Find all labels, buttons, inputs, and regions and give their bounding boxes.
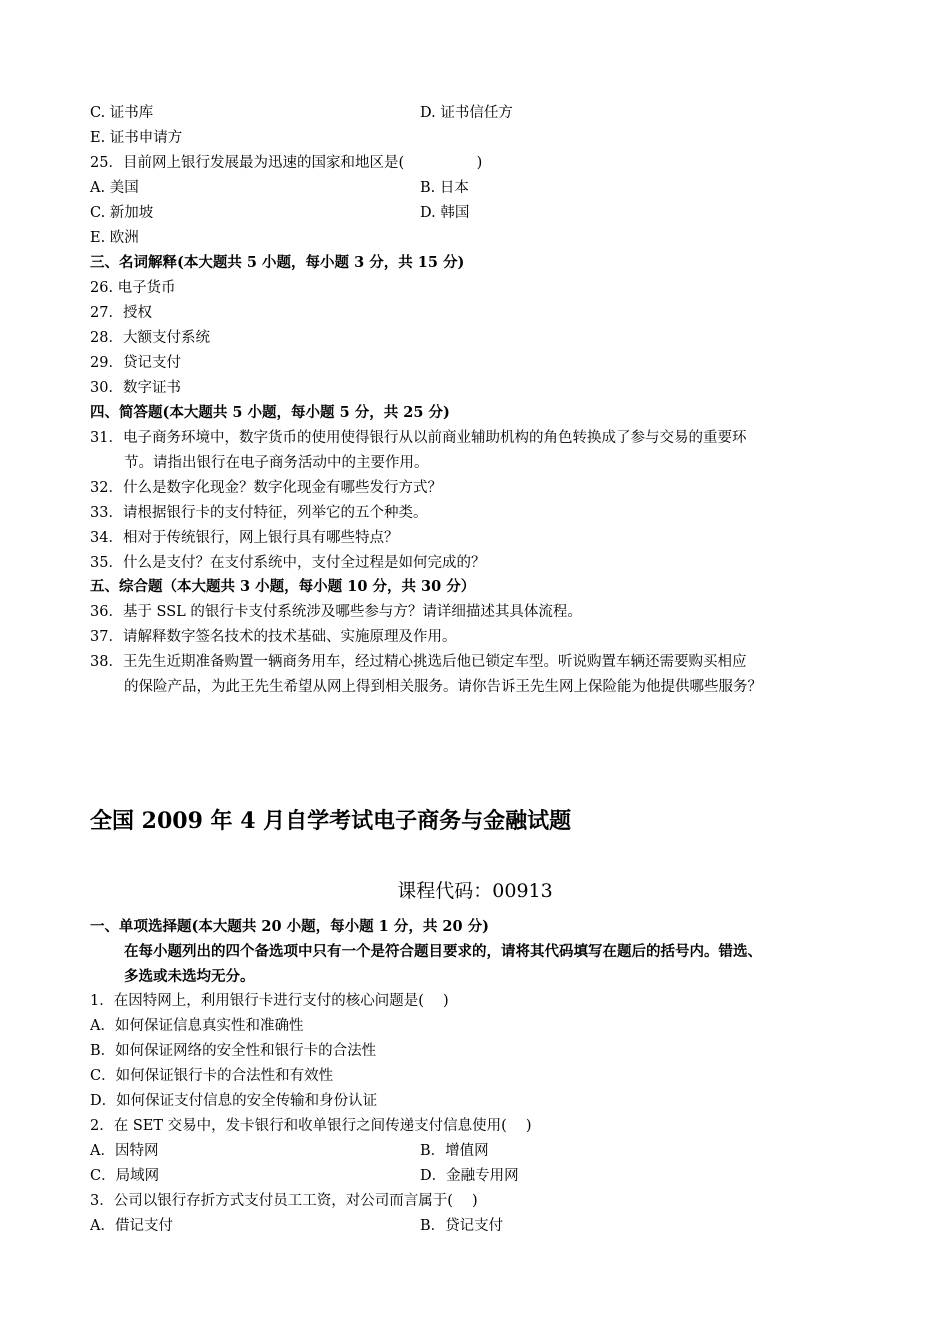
course-code: 课程代码：00913 [397, 880, 553, 902]
section-5-heading: 五、综合题（本大题共 3 小题，每小题 10 分，共 30 分） [90, 578, 476, 595]
q25-option-e: E. 欧洲 [90, 230, 139, 246]
q38-line-2: 的保险产品，为此王先生希望从网上得到相关服务。请你告诉王先生网上保险能为他提供哪些服务？ [124, 679, 762, 695]
q2-option-d: D．金融专用网 [420, 1168, 519, 1184]
q25-option-a: A. 美国 [90, 180, 139, 196]
q31-line-1: 31．电子商务环境中，数字货币的使用使得银行从以前商业辅助机构的角色转换成了参与交易的重要环 [90, 430, 747, 446]
q1-option-b: B．如何保证网络的安全性和银行卡的合法性 [90, 1043, 377, 1059]
q2-option-a: A．因特网 [90, 1143, 159, 1159]
term-26: 26. 电子货币 [90, 280, 176, 296]
q34: 34．相对于传统银行，网上银行具有哪些特点？ [90, 530, 399, 546]
q38-line-1: 38．王先生近期准备购置一辆商务用车，经过精心挑选后他已锁定车型。听说购置车辆还需要购买相应 [90, 654, 747, 670]
q25-option-d: D. 韩国 [420, 205, 470, 221]
section-1-instructions-line-1: 在每小题列出的四个备选项中只有一个是符合题目要求的，请将其代码填写在题后的括号内。错选、 [124, 943, 762, 960]
q31-line-2: 节。请指出银行在电子商务活动中的主要作用。 [124, 455, 429, 471]
term-27: 27．授权 [90, 305, 152, 321]
q35: 35．什么是支付？在支付系统中，支付全过程是如何完成的？ [90, 555, 486, 571]
q2-option-b: B．增值网 [420, 1143, 489, 1159]
q3-option-b: B．贷记支付 [420, 1218, 504, 1234]
term-29: 29．贷记支付 [90, 355, 181, 371]
q24-option-c: C. 证书库 [90, 105, 154, 121]
q2-option-c: C．局域网 [90, 1168, 160, 1184]
q2-stem: 2．在 SET 交易中，发卡银行和收单银行之间传递支付信息使用( ) [90, 1118, 532, 1134]
section-4-heading: 四、简答题(本大题共 5 小题，每小题 5 分，共 25 分) [90, 404, 450, 421]
q1-option-c: C．如何保证银行卡的合法性和有效性 [90, 1068, 334, 1084]
q36: 36．基于 SSL 的银行卡支付系统涉及哪些参与方？请详细描述其具体流程。 [90, 604, 582, 620]
section-3-heading: 三、名词解释(本大题共 5 小题，每小题 3 分，共 15 分) [90, 254, 465, 271]
q3-option-a: A．借记支付 [90, 1218, 173, 1234]
q24-option-e: E. 证书申请方 [90, 130, 183, 146]
q25-option-c: C. 新加坡 [90, 205, 154, 221]
q25-stem: 25．目前网上银行发展最为迅速的国家和地区是( ) [90, 155, 483, 171]
section-1-instructions-line-2: 多选或未选均无分。 [124, 968, 255, 985]
section-1-heading: 一、单项选择题(本大题共 20 小题，每小题 1 分，共 20 分) [90, 918, 489, 935]
q1-option-a: A．如何保证信息真实性和准确性 [90, 1018, 304, 1034]
term-30: 30．数字证书 [90, 380, 181, 396]
q33: 33．请根据银行卡的支付特征，列举它的五个种类。 [90, 505, 428, 521]
q3-stem: 3．公司以银行存折方式支付员工工资，对公司而言属于( ) [90, 1193, 478, 1209]
q1-option-d: D．如何保证支付信息的安全传输和身份认证 [90, 1093, 378, 1109]
term-28: 28．大额支付系统 [90, 330, 210, 346]
exam-title: 全国 2009 年 4 月自学考试电子商务与金融试题 [90, 808, 572, 834]
q1-stem: 1．在因特网上，利用银行卡进行支付的核心问题是( ) [90, 993, 449, 1009]
q32: 32．什么是数字化现金？数字化现金有哪些发行方式？ [90, 480, 442, 496]
q25-option-b: B. 日本 [420, 180, 469, 196]
q24-option-d: D. 证书信任方 [420, 105, 513, 121]
q37: 37．请解释数字签名技术的技术基础、实施原理及作用。 [90, 629, 457, 645]
